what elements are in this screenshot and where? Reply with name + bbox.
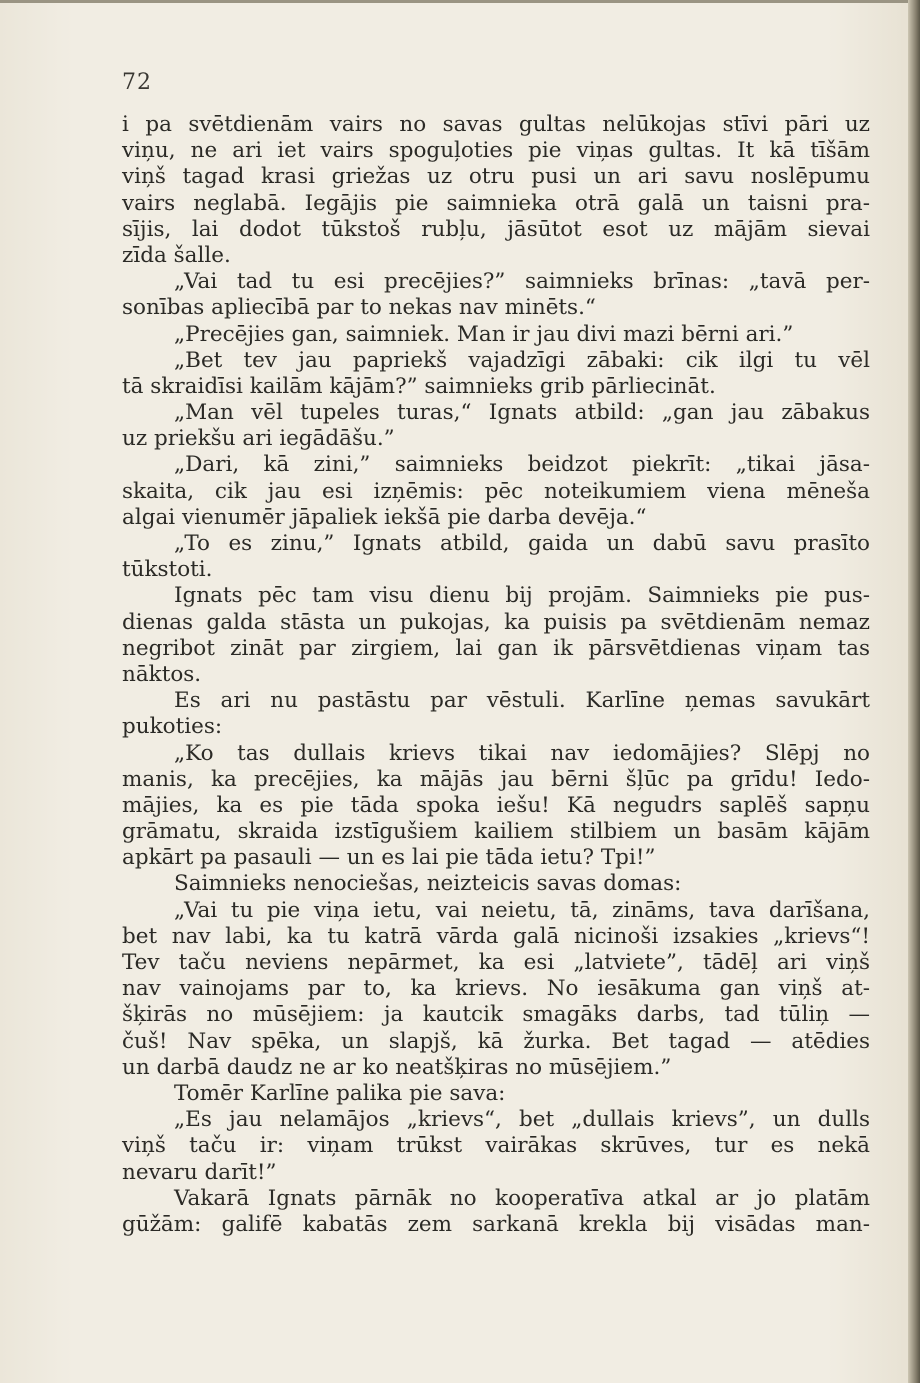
text-line: „Man vēl tupeles turas,“ Ignats atbild: „gan jau zābakus — [174, 400, 870, 426]
text-line: „Precējies gan, saimniek. Man ir jau divi mazi bērni ari.” — [174, 321, 794, 347]
text-line: gūžām: galifē kabatās zem sarkanā krekla bij visādas man- — [122, 1211, 870, 1237]
text-line: tūkstoti. — [122, 557, 213, 583]
text-line: grāmatu, skraida izstīgušiem kailiem stilbiem un basām kājām — [122, 819, 870, 845]
text-line: viņš tagad krasi griežas uz otru pusi un ari savu noslēpumu — [122, 164, 870, 190]
text-line: dienas galda stāsta un pukojas, ka puisis pa svētdienām nemaz — [122, 609, 870, 635]
text-line: nevaru darīt!” — [122, 1159, 277, 1185]
body-text — [122, 112, 870, 1238]
text-line: manis, ka precējies, ka mājās jau bērni šļūc pa grīdu! Iedo- — [122, 766, 870, 792]
text-line: algai vienumēr jāpaliek iekšā pie darba devēja.“ — [122, 504, 647, 530]
text-line: viņu, ne ari iet vairs spoguļoties pie viņas gultas. It kā tīšām — [122, 138, 870, 164]
text-line: sījis, lai dodot tūkstoš rubļu, jāsūtot esot uz mājām sievai — [122, 216, 870, 242]
text-line: „Es jau nelamājos „krievs“, bet „dullais krievs”, un dulls — [174, 1107, 870, 1133]
text-line: Ignats pēc tam visu dienu bij projām. Saimnieks pie pus- — [174, 583, 870, 609]
text-line: šķirās no mūsējiem: ja kautcik smagāks darbs, tad tūliņ — — [122, 1002, 870, 1028]
text-line: „Bet tev jau papriekš vajadzīgi zābaki: cik ilgi tu vēl — [174, 347, 870, 373]
page-top-edge — [0, 0, 920, 3]
text-line: Tomēr Karlīne palika pie sava: — [174, 1080, 506, 1106]
text-line: čuš! Nav spēka, un slapjš, kā žurka. Bet tagad — atēdies — [122, 1028, 870, 1054]
text-line: „Ko tas dullais krievs tikai nav iedomājies? Slēpj no — [174, 740, 870, 766]
text-line: nāktos. — [122, 661, 202, 687]
text-line: Es ari nu pastāstu par vēstuli. Karlīne ņemas savukārt — [174, 688, 870, 714]
text-line: un darbā daudz ne ar ko neatšķiras no mūsējiem.” — [122, 1054, 672, 1080]
text-line: mājies, ka es pie tāda spoka iešu! Kā negudrs saplēš sapņu — [122, 792, 870, 818]
text-line: sonības apliecībā par to nekas nav minēts.“ — [122, 295, 596, 321]
text-line: „To es zinu,” Ignats atbild, gaida un dabū savu prasīto — [174, 531, 870, 556]
text-line: viņš taču ir: viņam trūkst vairākas skrūves, tur es nekā — [122, 1133, 870, 1159]
text-line: Vakarā Ignats pārnāk no kooperatīva atkal ar jo platām — [174, 1185, 870, 1211]
text-line: vairs neglabā. Iegājis pie saimnieka otrā galā un taisni pra- — [122, 190, 870, 216]
text-line: Tev taču neviens nepārmet, ka esi „latviete”, tādēļ ari viņš — [122, 950, 870, 975]
text-line: nav vainojams par to, ka krievs. No iesākuma gan viņš at- — [122, 976, 870, 1002]
text-line: tā skraidīsi kailām kājām?” saimnieks grib pārliecināt. — [122, 373, 716, 399]
text-line: uz priekšu ari iegādāšu.” — [122, 426, 395, 452]
page-number: 72 — [122, 70, 152, 95]
text-line: „Vai tu pie viņa ietu, vai neietu, tā, zināms, tava darīšana, — [174, 897, 870, 923]
text-line: i pa svētdienām vairs no savas gultas nelūkojas stīvi pāri uz — [122, 112, 870, 137]
text-line: skaita, cik jau esi izņēmis: pēc noteikumiem viena mēneša — [122, 478, 870, 504]
text-line: pukoties: — [122, 714, 223, 740]
text-line: zīda šalle. — [122, 242, 231, 268]
text-line: bet nav labi, ka tu katrā vārda galā nicinoši izsakies „krievs“! — [122, 923, 870, 949]
text-line: apkārt pa pasauli — un es lai pie tāda ietu? Tpi!” — [122, 845, 656, 871]
text-line: „Dari, kā zini,” saimnieks beidzot piekrīt: „tikai jāsa- — [174, 452, 870, 478]
text-line: Saimnieks nenociešas, neizteicis savas domas: — [174, 871, 682, 897]
text-line: negribot zināt par zirgiem, lai gan ik pārsvētdienas viņam tas — [122, 635, 870, 661]
page-binding-edge — [908, 0, 920, 1383]
text-line: „Vai tad tu esi precējies?” saimnieks brīnas: „tavā per- — [174, 269, 870, 295]
